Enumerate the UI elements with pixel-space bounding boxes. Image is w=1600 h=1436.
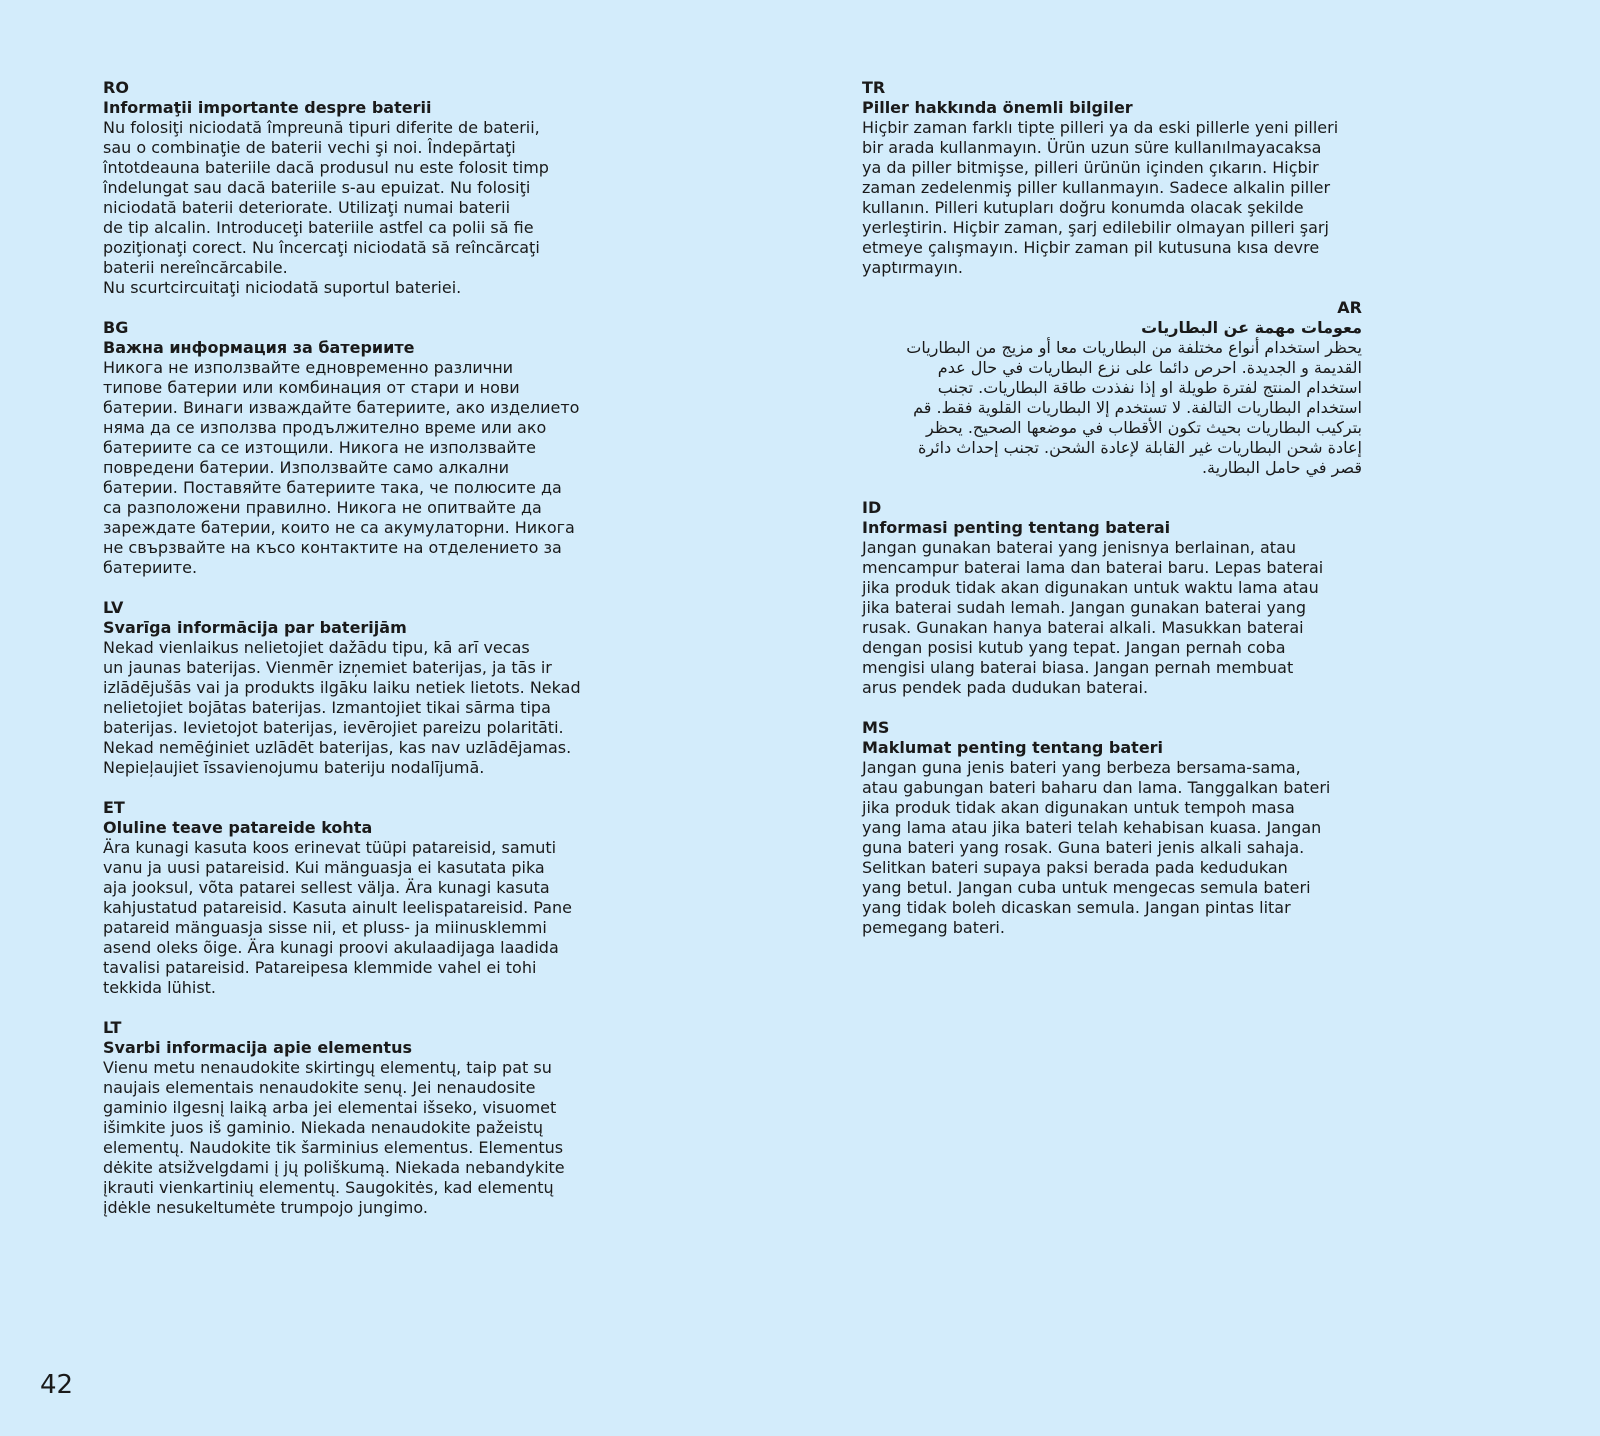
section-lv (103, 598, 613, 778)
language-code: AR (1337, 298, 1362, 317)
section-ar (862, 298, 1362, 478)
section-body: يحظر استخدام أنواع مختلفة من البطاريات معا أو مزيج من البطاريات القديمة و الجديدة. احرص دائما على نزع البطاريات في حال عدم استخدام المنتج لفترة طويلة او إذا نفذدت طاقة البطاريات. تجنب استخدام البطاريات التالفة. لا تستخدم إلا البطاريات القلوية فقط. قم بتركيب البطاريات بحيث تكون الأقطاب في موضعها الصحيح. يحظر إعادة شحن البطاريات غير القابلة لإعادة الشحن. تجنب إحداث دائرة قصر في حامل البطارية. (906, 338, 1362, 477)
section-heading: Svarīga informācija par baterijām (103, 618, 407, 637)
section-body: Ära kunagi kasuta koos erinevat tüüpi patareisid, samuti vanu ja uusi patareisid. Kui mänguasja ei kasutata pika aja jooksul, võta patarei sellest välja. Ära kunagi kasuta kahjustatud patareisid. Kasuta ainult leelispatareisid. Pane patareid mänguasja sisse nii, et pluss- ja miinusklemmi asend oleks õige. Ära kunagi proovi akulaadijaga laadida tavalisi patareisid. Patareipesa klemmide vahel ei tohi tekkida lühist. (103, 838, 572, 997)
language-code: LV (103, 598, 124, 617)
section-tr (862, 78, 1362, 278)
section-heading: Informasi penting tentang baterai (862, 518, 1171, 537)
section-body: Nu folosiţi niciodată împreună tipuri diferite de baterii, sau o combinaţie de baterii vechi şi noi. Îndepărtaţi întotdeauna bateriile dacă produsul nu este folosit timp îndelungat sau dacă bateriile s-au epuizat. Nu folosiţi niciodată baterii deteriorate. Utilizaţi numai baterii de tip alcalin. Introduceţi bateriile astfel ca polii să fie poziţionaţi corect. Nu încercaţi niciodată să reîncărcaţi baterii nereîncărcabile. Nu scurtcircuitaţi niciodată suportul bateriei. (103, 118, 549, 297)
section-body: Никога не използвайте едновременно различни типове батерии или комбинация от стари и нови батерии. Винаги изваждайте батериите, ако изделието няма да се използва продължително време или ако батериите са се изтощили. Никога не използвайте повредени батерии. Използвайте само алкални батерии. Поставяйте батериите така, че полюсите да са разположени правилно. Никога не опитвайте да зареждате батерии, които не са акумулаторни. Никога не свързвайте на късо контактите на отделението за батериите. (103, 358, 580, 577)
section-body: Jangan guna jenis bateri yang berbeza bersama-sama, atau gabungan bateri baharu dan lama. Tanggalkan bateri jika produk tidak akan digunakan untuk tempoh masa yang lama atau jika bateri telah kehabisan kuasa. Jangan guna bateri yang rosak. Guna bateri jenis alkali sahaja. Selitkan bateri supaya paksi berada pada kedudukan yang betul. Jangan cuba untuk mengecas semula bateri yang tidak boleh dicaskan semula. Jangan pintas litar pemegang bateri. (862, 758, 1331, 937)
section-heading: Piller hakkında önemli bilgiler (862, 98, 1133, 117)
section-body: Hiçbir zaman farklı tipte pilleri ya da eski pillerle yeni pilleri bir arada kullanmayın. Ürün uzun süre kullanılmayacaksa ya da piller bitmişse, pilleri ürünün içinden çıkarın. Hiçbir zaman zedelenmiş piller kullanmayın. Sadece alkalin piller kullanın. Pilleri kutupları doğru konumda olacak şekilde yerleştirin. Hiçbir zaman, şarj edilebilir olmayan pilleri şarj etmeye çalışmayın. Hiçbir zaman pil kutusuna kısa devre yaptırmayın. (862, 118, 1339, 277)
language-code: LT (103, 1018, 122, 1037)
left-column (103, 78, 613, 1238)
section-heading: Oluline teave patareide kohta (103, 818, 373, 837)
language-code: BG (103, 318, 129, 337)
section-body: Vienu metu nenaudokite skirtingų elementų, taip pat su naujais elementais nenaudokite senų. Jei nenaudosite gaminio ilgesnį laiką arba jei elementai išseko, visuomet išimkite juos iš gaminio. Niekada nenaudokite pažeistų elementų. Naudokite tik šarminius elementus. Elementus dėkite atsižvelgdami į jų poliškumą. Niekada nebandykite įkrauti vienkartinių elementų. Saugokitės, kad elementų įdėkle nesukeltumėte trumpojo jungimo. (103, 1058, 565, 1217)
section-body: Nekad vienlaikus nelietojiet dažādu tipu, kā arī vecas un jaunas baterijas. Vienmēr izņemiet baterijas, ja tās ir izlādējušās vai ja produkts ilgāku laiku netiek lietots. Nekad nelietojiet bojātas baterijas. Izmantojiet tikai sārma tipa baterijas. Ievietojot baterijas, ievērojiet pareizu polaritāti. Nekad nemēģiniet uzlādēt baterijas, kas nav uzlādējamas. Nepieļaujiet īssavienojumu bateriju nodalījumā. (103, 638, 581, 777)
section-lt (103, 1018, 613, 1218)
language-code: TR (862, 78, 886, 97)
language-code: ID (862, 498, 882, 517)
section-et (103, 798, 613, 998)
language-code: RO (103, 78, 129, 97)
section-ms (862, 718, 1362, 938)
language-code: MS (862, 718, 890, 737)
section-heading: معومات مهمة عن البطاريات (1141, 318, 1362, 337)
section-ro (103, 78, 613, 298)
right-column (862, 78, 1362, 958)
page-number: 42 (40, 1370, 74, 1400)
section-bg (103, 318, 613, 578)
section-id (862, 498, 1362, 698)
section-heading: Maklumat penting tentang bateri (862, 738, 1164, 757)
section-heading: Svarbi informacija apie elementus (103, 1038, 412, 1057)
language-code: ET (103, 798, 125, 817)
section-body: Jangan gunakan baterai yang jenisnya berlainan, atau mencampur baterai lama dan baterai baru. Lepas baterai jika produk tidak akan digunakan untuk waktu lama atau jika baterai sudah lemah. Jangan gunakan baterai yang rusak. Gunakan hanya baterai alkali. Masukkan baterai dengan posisi kutub yang tepat. Jangan pernah coba mengisi ulang baterai biasa. Jangan pernah membuat arus pendek pada dudukan baterai. (862, 538, 1324, 697)
section-heading: Важна информация за батериите (103, 338, 415, 357)
section-heading: Informaţii importante despre baterii (103, 98, 432, 117)
